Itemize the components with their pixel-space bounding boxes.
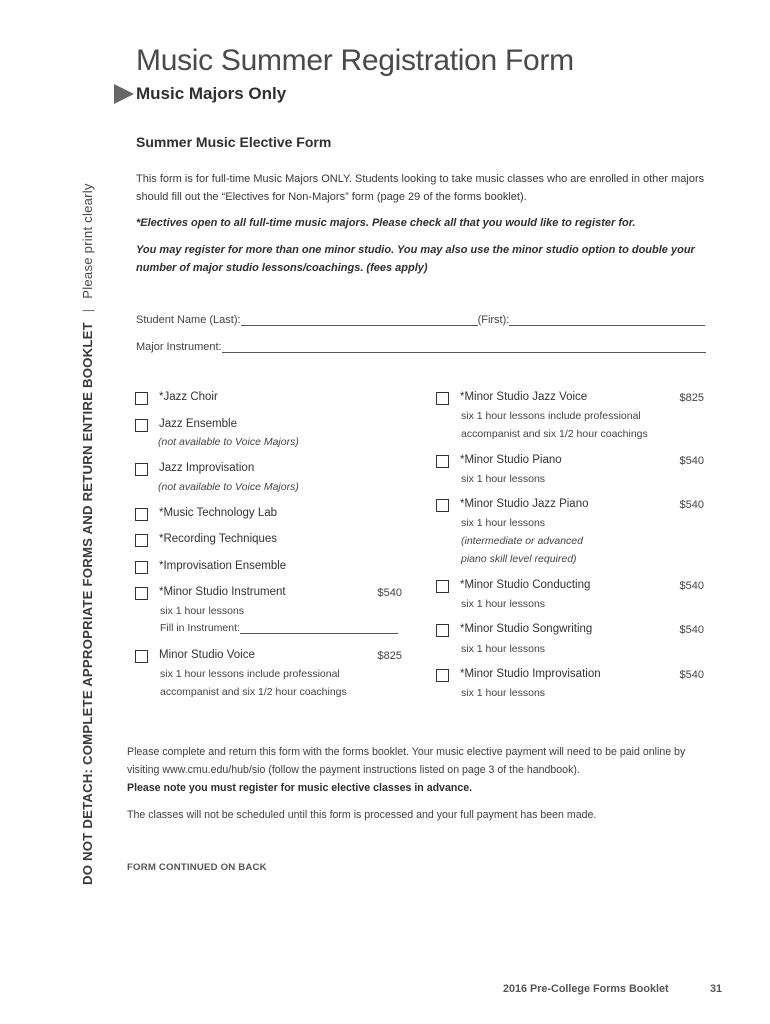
option-price: $540 bbox=[679, 669, 704, 681]
option-label: Minor Studio Voice bbox=[159, 649, 255, 661]
checkbox[interactable] bbox=[436, 499, 449, 512]
option-note: piano skill level required) bbox=[461, 553, 577, 565]
option-note: six 1 hour lessons include professional bbox=[160, 668, 340, 680]
option-note: (intermediate or advanced bbox=[461, 535, 583, 547]
option-label: *Improvisation Ensemble bbox=[159, 560, 287, 572]
option-minor-studio-improvisation[interactable] bbox=[436, 668, 601, 682]
first-name-field[interactable] bbox=[509, 313, 705, 326]
minor-studio-note: You may register for more than one minor studio. You may also use the minor studio option to double your number of major studio lessons/coachings. (fees apply) bbox=[136, 244, 695, 274]
option-music-technology-lab[interactable] bbox=[135, 507, 277, 521]
first-name-label: (First): bbox=[477, 314, 510, 326]
option-price: $825 bbox=[679, 392, 704, 404]
checkbox[interactable] bbox=[135, 587, 148, 600]
option-jazz-ensemble[interactable] bbox=[135, 418, 237, 432]
option-minor-studio-piano[interactable] bbox=[436, 454, 562, 468]
instrument-label: Major Instrument: bbox=[136, 341, 222, 353]
checkbox[interactable] bbox=[436, 669, 449, 682]
option-price: $540 bbox=[679, 455, 704, 467]
option-note: six 1 hour lessons bbox=[461, 598, 546, 610]
option-note: six 1 hour lessons include professional bbox=[461, 410, 641, 422]
checkbox[interactable] bbox=[135, 392, 148, 405]
side-light-text: Please print clearly bbox=[80, 183, 95, 299]
option-minor-studio-jazz-voice[interactable] bbox=[436, 391, 587, 405]
fill-instrument-field[interactable] bbox=[240, 621, 398, 634]
page-title: Music Summer Registration Form bbox=[136, 44, 574, 77]
option-price: $540 bbox=[679, 624, 704, 636]
option-improvisation-ensemble[interactable] bbox=[135, 560, 286, 574]
checkbox[interactable] bbox=[135, 508, 148, 521]
checkbox[interactable] bbox=[436, 392, 449, 405]
option-label: Jazz Ensemble bbox=[159, 418, 237, 430]
option-label: *Minor Studio Songwriting bbox=[460, 623, 593, 635]
page-subtitle: Music Majors Only bbox=[136, 84, 287, 103]
option-note: six 1 hour lessons bbox=[461, 517, 546, 529]
major-instrument-row bbox=[136, 340, 706, 353]
checkbox[interactable] bbox=[436, 455, 449, 468]
checkbox[interactable] bbox=[135, 463, 148, 476]
option-jazz-choir[interactable] bbox=[135, 391, 218, 405]
section-heading: Summer Music Elective Form bbox=[136, 134, 332, 150]
option-label: *Minor Studio Jazz Voice bbox=[460, 391, 588, 403]
option-label: *Jazz Choir bbox=[159, 391, 218, 403]
checkbox[interactable] bbox=[436, 580, 449, 593]
form-continued-note: FORM CONTINUED ON BACK bbox=[127, 862, 267, 873]
page-number: 31 bbox=[710, 983, 723, 995]
triangle-arrow-icon bbox=[114, 84, 134, 104]
option-minor-studio-instrument[interactable] bbox=[135, 586, 286, 600]
student-name-row bbox=[136, 313, 705, 326]
option-label: *Minor Studio Improvisation bbox=[460, 668, 601, 680]
option-price: $825 bbox=[377, 650, 402, 662]
option-minor-studio-conducting[interactable] bbox=[436, 579, 590, 593]
option-minor-studio-voice[interactable] bbox=[135, 649, 255, 663]
checkbox[interactable] bbox=[135, 561, 148, 574]
electives-note: *Electives open to all full-time music majors. Please check all that you would like to register for. bbox=[136, 217, 636, 229]
option-label: *Recording Techniques bbox=[159, 533, 278, 545]
last-name-label: Student Name (Last): bbox=[136, 314, 241, 326]
option-label: *Minor Studio Conducting bbox=[460, 579, 591, 591]
option-label: Jazz Improvisation bbox=[159, 462, 255, 474]
option-price: $540 bbox=[377, 587, 402, 599]
schedule-note: The classes will not be scheduled until this form is processed and your full payment has been made. bbox=[127, 809, 597, 821]
instrument-field[interactable] bbox=[222, 340, 706, 353]
last-name-field[interactable] bbox=[241, 313, 478, 326]
option-note: (not available to Voice Majors) bbox=[158, 436, 299, 448]
option-label: *Minor Studio Piano bbox=[460, 454, 562, 466]
option-minor-studio-songwriting[interactable] bbox=[436, 623, 592, 637]
option-note: (not available to Voice Majors) bbox=[158, 481, 299, 493]
option-label: *Minor Studio Instrument bbox=[159, 586, 286, 598]
advance-note: Please note you must register for music elective classes in advance. bbox=[127, 782, 473, 794]
option-price: $540 bbox=[679, 580, 704, 592]
payment-paragraph bbox=[127, 743, 717, 797]
option-price: $540 bbox=[679, 499, 704, 511]
option-note: six 1 hour lessons bbox=[160, 605, 245, 617]
option-note: six 1 hour lessons bbox=[461, 643, 546, 655]
option-note: six 1 hour lessons bbox=[461, 687, 546, 699]
option-recording-techniques[interactable] bbox=[135, 533, 277, 547]
side-instruction bbox=[80, 183, 95, 885]
checkbox[interactable] bbox=[135, 419, 148, 432]
payment-text: Please complete and return this form with the forms booklet. Your music elective payment will need to be paid online by visiting www.cmu.edu/hub/sio (follow the payment instructions listed on page 3 of the handbook). bbox=[127, 746, 686, 776]
checkbox[interactable] bbox=[135, 534, 148, 547]
checkbox[interactable] bbox=[436, 624, 449, 637]
option-label: *Music Technology Lab bbox=[159, 507, 278, 519]
option-label: *Minor Studio Jazz Piano bbox=[460, 498, 589, 510]
fill-instrument-row bbox=[160, 621, 398, 634]
option-note: accompanist and six 1/2 hour coachings bbox=[461, 428, 648, 440]
option-note: accompanist and six 1/2 hour coachings bbox=[160, 686, 347, 698]
side-bold-text: DO NOT DETACH: COMPLETE APPROPRIATE FORMS AND RETURN ENTIRE BOOKLET bbox=[80, 322, 95, 885]
checkbox[interactable] bbox=[135, 650, 148, 663]
option-jazz-improvisation[interactable] bbox=[135, 462, 254, 476]
footer-booklet-title: 2016 Pre-College Forms Booklet bbox=[503, 983, 669, 995]
subtitle-row bbox=[114, 84, 286, 104]
option-note: six 1 hour lessons bbox=[461, 473, 546, 485]
fill-instrument-label: Fill in Instrument: bbox=[160, 622, 240, 634]
side-separator: | bbox=[80, 308, 95, 313]
option-minor-studio-jazz-piano[interactable] bbox=[436, 498, 588, 512]
intro-paragraph: This form is for full-time Music Majors ONLY. Students looking to take music classes who are enrolled in other majors should fill out the “Electives for Non-Majors” form (page 29 of the forms booklet). bbox=[136, 173, 705, 203]
